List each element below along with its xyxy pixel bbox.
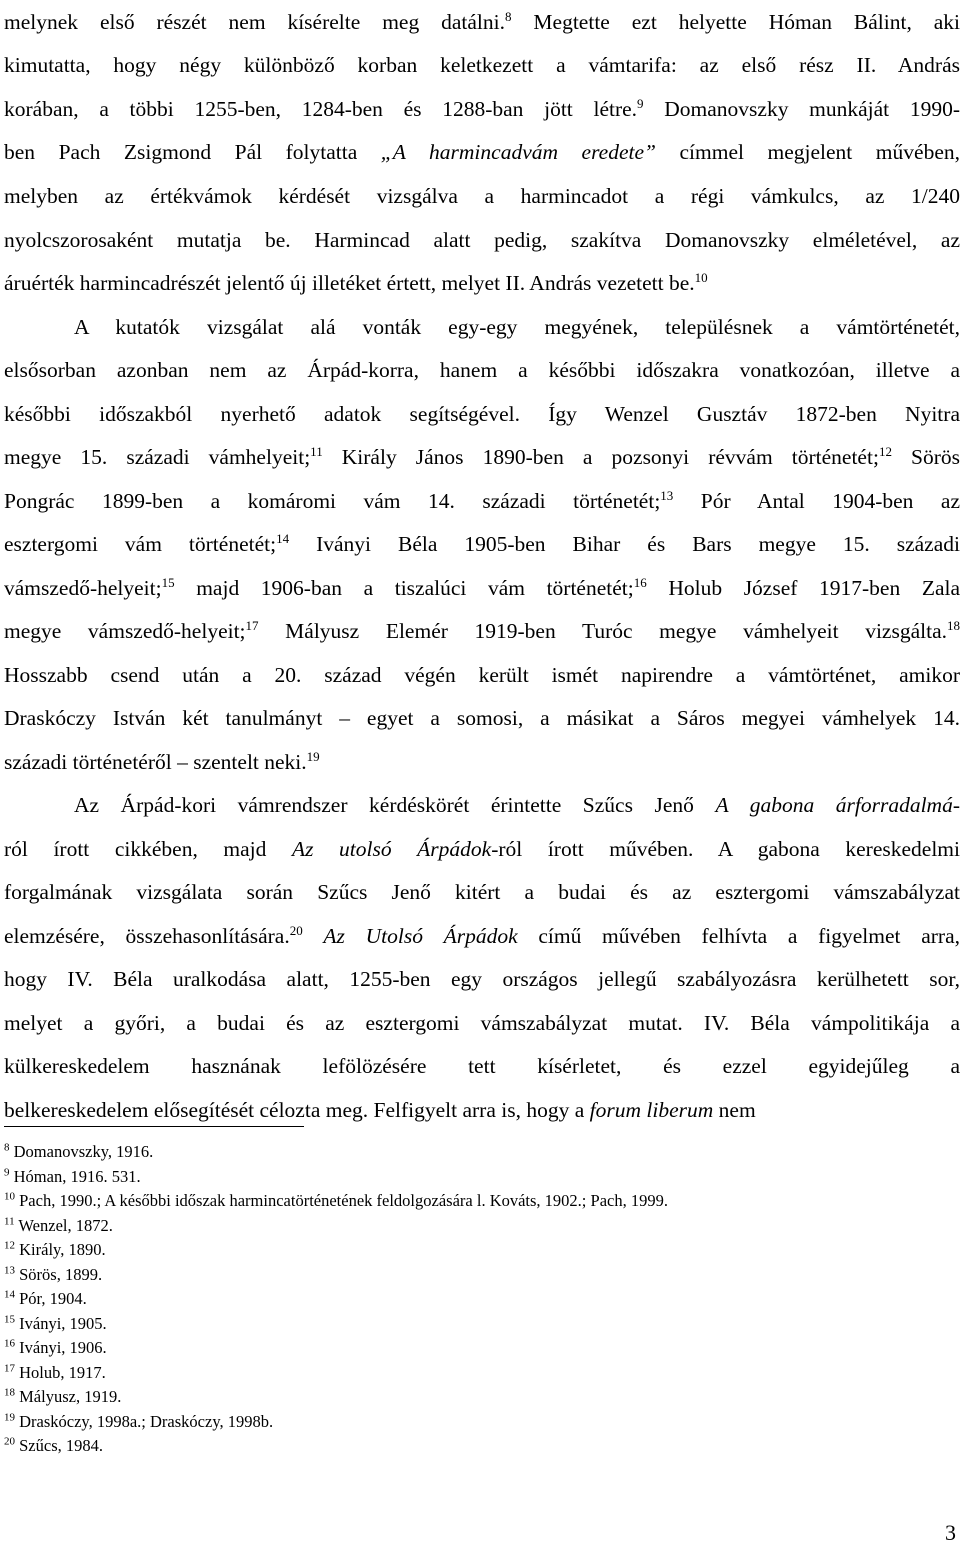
text-run: nem xyxy=(713,1098,756,1122)
footnote xyxy=(4,1312,904,1337)
footnote-number: 15 xyxy=(4,1312,15,1325)
text-run: nyolcszorosaként mutatja be. Harmincad alatt pedig, szakítva Domanovszky elméletével, az xyxy=(4,228,960,252)
footnote xyxy=(4,1140,904,1165)
footnote xyxy=(4,1238,904,1263)
text-line xyxy=(4,1001,960,1045)
text-line xyxy=(4,435,960,479)
footnote-ref: 9 xyxy=(637,95,644,111)
footnote xyxy=(4,1336,904,1361)
footnote-text: Holub, 1917. xyxy=(15,1362,106,1382)
text-run: későbbi időszakból nyerhető adatok segítségével. Így Wenzel Gusztáv 1872-ben Nyitra xyxy=(4,402,960,426)
text-run: megye vámszedő-helyeit; xyxy=(4,619,246,643)
footnote xyxy=(4,1263,904,1288)
footnote xyxy=(4,1434,904,1459)
footnotes xyxy=(4,1140,904,1459)
footnote-text: Sörös, 1899. xyxy=(15,1264,103,1284)
text-run: Iványi Béla 1905-ben Bihar és Bars megye 15. századi xyxy=(289,532,960,556)
footnote-text: Draskóczy, 1998a.; Draskóczy, 1998b. xyxy=(15,1411,274,1431)
footnote-text: Mályusz, 1919. xyxy=(15,1387,122,1406)
footnote-ref: 14 xyxy=(276,530,290,546)
text-run: Domanovszky munkáját 1990- xyxy=(643,97,960,121)
text-run: századi történetéről – szentelt neki. xyxy=(4,750,307,774)
footnote-number: 14 xyxy=(4,1288,15,1301)
text-run: Az Árpád-kori vámrendszer kérdéskörét érintette Szűcs Jenő xyxy=(74,793,716,817)
footnote-number: 19 xyxy=(4,1410,15,1423)
footnote-ref: 16 xyxy=(633,574,647,590)
text-line xyxy=(4,218,960,262)
footnote-number: 16 xyxy=(4,1337,15,1350)
italic-title: Az Utolsó Árpádok xyxy=(323,924,518,948)
text-run: kimutatta, hogy négy különböző korban keletkezett a vámtarifa: az első rész II. András xyxy=(4,53,960,77)
text-run: ben Pach Zsigmond Pál folytatta xyxy=(4,140,381,164)
footnote-ref: 13 xyxy=(660,487,674,503)
footnote-number: 11 xyxy=(4,1214,15,1227)
italic-title: „A harmincadvám eredete” xyxy=(380,140,656,164)
footnote xyxy=(4,1287,904,1312)
italic-title: Az utolsó Árpádok xyxy=(291,837,492,861)
text-run: Pór Antal 1904-ben az xyxy=(673,489,960,513)
footnote-ref: 18 xyxy=(947,617,960,633)
text-run: belkereskedelem elősegítését célozta meg. Felfigyelt arra is, hogy a xyxy=(4,1098,590,1122)
text-run: ról írott cikkében, majd xyxy=(4,837,292,861)
text-line xyxy=(4,130,960,174)
text-line xyxy=(4,522,960,566)
text-run: címmel megjelent művében, xyxy=(655,140,960,164)
text-run: Draskóczy István két tanulmányt – egyet a somosi, a másikat a Sáros megyei vámhelyek 14. xyxy=(4,706,960,730)
text-line xyxy=(4,0,960,44)
text-line xyxy=(4,43,960,87)
text-run: melynek első részét nem kísérelte meg datálni. xyxy=(4,10,506,34)
text-line xyxy=(4,174,960,218)
text-run: című művében felhívta a figyelmet arra, xyxy=(517,924,960,948)
footnote xyxy=(4,1385,904,1410)
text-line xyxy=(4,827,960,871)
text-line xyxy=(4,957,960,1001)
footnote-number: 8 xyxy=(4,1141,10,1154)
footnote-text: Wenzel, 1872. xyxy=(14,1215,113,1235)
footnote xyxy=(4,1410,904,1435)
page-number: 3 xyxy=(945,1520,956,1545)
text-run: -ról írott művében. A gabona kereskedelmi xyxy=(491,837,960,861)
text-line xyxy=(4,392,960,436)
footnote xyxy=(4,1214,904,1239)
text-run: elemzésére, összehasonlítására. xyxy=(4,924,290,948)
text-line xyxy=(4,479,960,523)
text-run: forgalmának vizsgálata során Szűcs Jenő kitért a budai és az esztergomi vámszabályzat xyxy=(4,880,960,904)
text-run: Hosszabb csend után a 20. század végén került ismét napirendre a vámtörténet, amikor xyxy=(4,663,960,687)
text-run: Holub József 1917-ben Zala xyxy=(646,576,960,600)
text-run: elsősorban azonban nem az Árpád-korra, hanem a későbbi időszakra vonatkozóan, illetve a xyxy=(4,358,960,382)
text-run: korában, a többi 1255-ben, 1284-ben és 1288-ban jött létre. xyxy=(4,97,638,121)
footnote-text: Pór, 1904. xyxy=(15,1289,87,1308)
text-line xyxy=(4,87,960,131)
text-run: megye 15. századi vámhelyeit; xyxy=(4,445,311,469)
footnote-ref: 10 xyxy=(694,269,708,285)
footnote-ref: 12 xyxy=(878,443,892,459)
text-line xyxy=(74,783,960,827)
footnote-number: 20 xyxy=(4,1435,15,1448)
footnote-number: 17 xyxy=(4,1361,15,1374)
text-line xyxy=(4,740,960,784)
italic-title: A gabona árforradalmá- xyxy=(715,793,960,817)
text-run: külkereskedelem hasznának lefölözésére tett kísérletet, és ezzel egyidejűleg a xyxy=(4,1054,960,1078)
text-line xyxy=(4,261,960,305)
footnote-ref: 15 xyxy=(161,574,175,590)
text-line xyxy=(4,914,960,958)
text-line xyxy=(4,870,960,914)
text-run: hogy IV. Béla uralkodása alatt, 1255-ben egy országos jellegű szabályozásra kerülhetett sor, xyxy=(4,967,960,991)
text-run: melyben az értékvámok kérdését vizsgálva a harmincadot a régi vámkulcs, az 1/240 xyxy=(4,184,960,208)
text-run: esztergomi vám történetét; xyxy=(4,532,277,556)
text-line xyxy=(4,696,960,740)
text-line xyxy=(4,1044,960,1088)
footnote-text: Szűcs, 1984. xyxy=(15,1436,103,1455)
text-line xyxy=(74,305,960,349)
text-line xyxy=(4,348,960,392)
footnote-ref: 11 xyxy=(310,443,323,459)
text-run: melyet a győri, a budai és az esztergomi vámszabályzat mutat. IV. Béla vámpolitikája a xyxy=(4,1011,960,1035)
text-run xyxy=(303,924,324,948)
text-run: A kutatók vizsgálat alá vonták egy-egy megyének, településnek a vámtörténetét, xyxy=(74,315,960,339)
text-run: Megtette ezt helyette Hóman Bálint, aki xyxy=(511,10,960,34)
footnote-ref: 8 xyxy=(505,8,512,24)
footnote-number: 18 xyxy=(4,1386,15,1399)
footnote-text: Iványi, 1906. xyxy=(15,1338,107,1357)
text-run: vámszedő-helyeit; xyxy=(4,576,162,600)
italic-title: forum liberum xyxy=(589,1098,714,1122)
footnote-ref: 19 xyxy=(306,748,320,764)
footnote-ref: 20 xyxy=(289,922,303,938)
footnote xyxy=(4,1189,904,1214)
text-line xyxy=(4,653,960,697)
text-run: Pongrác 1899-ben a komáromi vám 14. századi történetét; xyxy=(4,489,661,513)
footnote-number: 12 xyxy=(4,1239,15,1252)
text-run: áruérték harmincadrészét jelentő új illetéket értett, melyet II. András vezetett be. xyxy=(4,271,695,295)
text-line xyxy=(4,566,960,610)
footnote xyxy=(4,1361,904,1386)
text-line xyxy=(4,609,960,653)
footnote-number: 13 xyxy=(4,1263,15,1276)
footnote-text: Király, 1890. xyxy=(15,1240,106,1259)
footnote-text: Iványi, 1905. xyxy=(15,1313,107,1333)
footnote-number: 9 xyxy=(4,1165,10,1178)
footnote-text: Hóman, 1916. 531. xyxy=(9,1166,141,1186)
footnote-text: Domanovszky, 1916. xyxy=(9,1142,154,1161)
footnote-text: Pach, 1990.; A későbbi időszak harmincatörténetének feldolgozására l. Kováts, 1902.; Pach, 1999. xyxy=(15,1191,668,1210)
text-run: Mályusz Elemér 1919-ben Turóc megye vámhelyeit vizsgálta. xyxy=(258,619,947,643)
footnote-ref: 17 xyxy=(245,617,259,633)
text-run: Király János 1890-ben a pozsonyi révvám történetét; xyxy=(322,445,879,469)
footnote xyxy=(4,1165,904,1190)
text-run: Sörös xyxy=(891,445,960,469)
footnote-separator xyxy=(4,1126,304,1127)
footnote-number: 10 xyxy=(4,1190,15,1203)
text-run: majd 1906-ban a tiszalúci vám történetét; xyxy=(174,576,634,600)
